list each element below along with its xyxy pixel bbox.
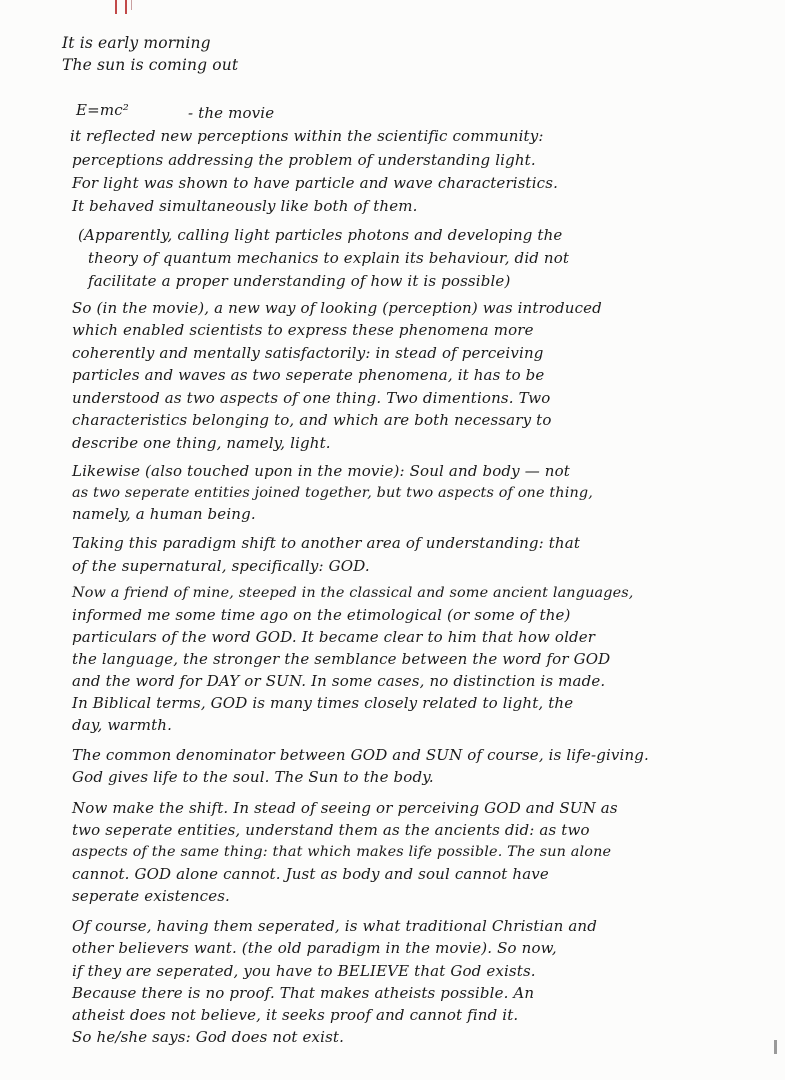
text-line: which enabled scientists to express these phenomena more: [72, 321, 534, 339]
text-line: God gives life to the soul. The Sun to the body.: [72, 768, 434, 786]
text-line: cannot. GOD alone cannot. Just as body and soul cannot have: [72, 865, 549, 883]
text-line: understood as two aspects of one thing. Two dimentions. Two: [72, 389, 551, 407]
text-line: So he/she says: God does not exist.: [72, 1028, 345, 1046]
text-line: atheist does not believe, it seeks proof and cannot find it.: [72, 1006, 519, 1024]
text-line: describe one thing, namely, light.: [72, 434, 331, 452]
text-line: facilitate a proper understanding of how it is possible): [88, 272, 511, 290]
text-line: of the supernatural, specifically: GOD.: [72, 557, 370, 575]
text-line: characteristics belonging to, and which are both necessary to: [72, 411, 552, 429]
text-line: as two seperate entities joined together, but two aspects of one thing,: [72, 485, 593, 501]
text-line: particles and waves as two seperate phenomena, it has to be: [72, 366, 545, 384]
text-line: It behaved simultaneously like both of them.: [72, 197, 418, 215]
text-line: Because there is no proof. That makes atheists possible. An: [72, 984, 535, 1002]
text-line: So (in the movie), a new way of looking (perception) was introduced: [72, 299, 602, 317]
header-line: The sun is coming out: [62, 56, 239, 74]
text-line: In Biblical terms, GOD is many times closely related to light, the: [72, 694, 574, 712]
header-line: It is early morning: [62, 34, 211, 52]
text-line: particulars of the word GOD. It became clear to him that how older: [72, 628, 596, 646]
text-line: theory of quantum mechanics to explain its behaviour, did not: [88, 249, 570, 267]
text-line: namely, a human being.: [72, 505, 256, 523]
text-line: if they are seperated, you have to BELIEVE that God exists.: [72, 962, 536, 980]
text-line: informed me some time ago on the etimological (or some of the): [72, 606, 571, 624]
text-line: two seperate entities, understand them as the ancients did: as two: [72, 821, 590, 839]
text-line: The common denominator between GOD and SUN of course, is life-giving.: [72, 746, 649, 764]
scan-edge-mark: [774, 1040, 777, 1054]
text-line: day, warmth.: [72, 716, 172, 734]
text-line: it reflected new perceptions within the scientific community:: [70, 127, 544, 145]
margin-mark: [131, 0, 132, 10]
text-line: and the word for DAY or SUN. In some cases, no distinction is made.: [72, 672, 606, 690]
text-line: perceptions addressing the problem of understanding light.: [72, 151, 536, 169]
text-line: coherently and mentally satisfactorily: in stead of perceiving: [72, 344, 544, 362]
text-line: Likewise (also touched upon in the movie): Soul and body — not: [72, 462, 570, 480]
text-line: For light was shown to have particle and wave characteristics.: [72, 174, 559, 192]
text-line: Taking this paradigm shift to another area of understanding: that: [72, 534, 581, 552]
text-line: Of course, having them seperated, is what traditional Christian and: [72, 917, 597, 935]
formula: E=mc²: [76, 101, 129, 119]
formula-note: - the movie: [188, 104, 275, 122]
text-line: the language, the stronger the semblance between the word for GOD: [72, 650, 611, 668]
text-line: seperate existences.: [72, 887, 230, 905]
text-line: aspects of the same thing: that which makes life possible. The sun alone: [72, 844, 612, 860]
text-line: (Apparently, calling light particles photons and developing the: [78, 226, 563, 244]
text-line: Now a friend of mine, steeped in the classical and some ancient languages,: [72, 585, 634, 601]
margin-mark: [115, 0, 117, 14]
margin-mark: [125, 0, 127, 14]
text-line: other believers want. (the old paradigm in the movie). So now,: [72, 939, 557, 957]
text-line: Now make the shift. In stead of seeing or perceiving GOD and SUN as: [72, 799, 618, 817]
